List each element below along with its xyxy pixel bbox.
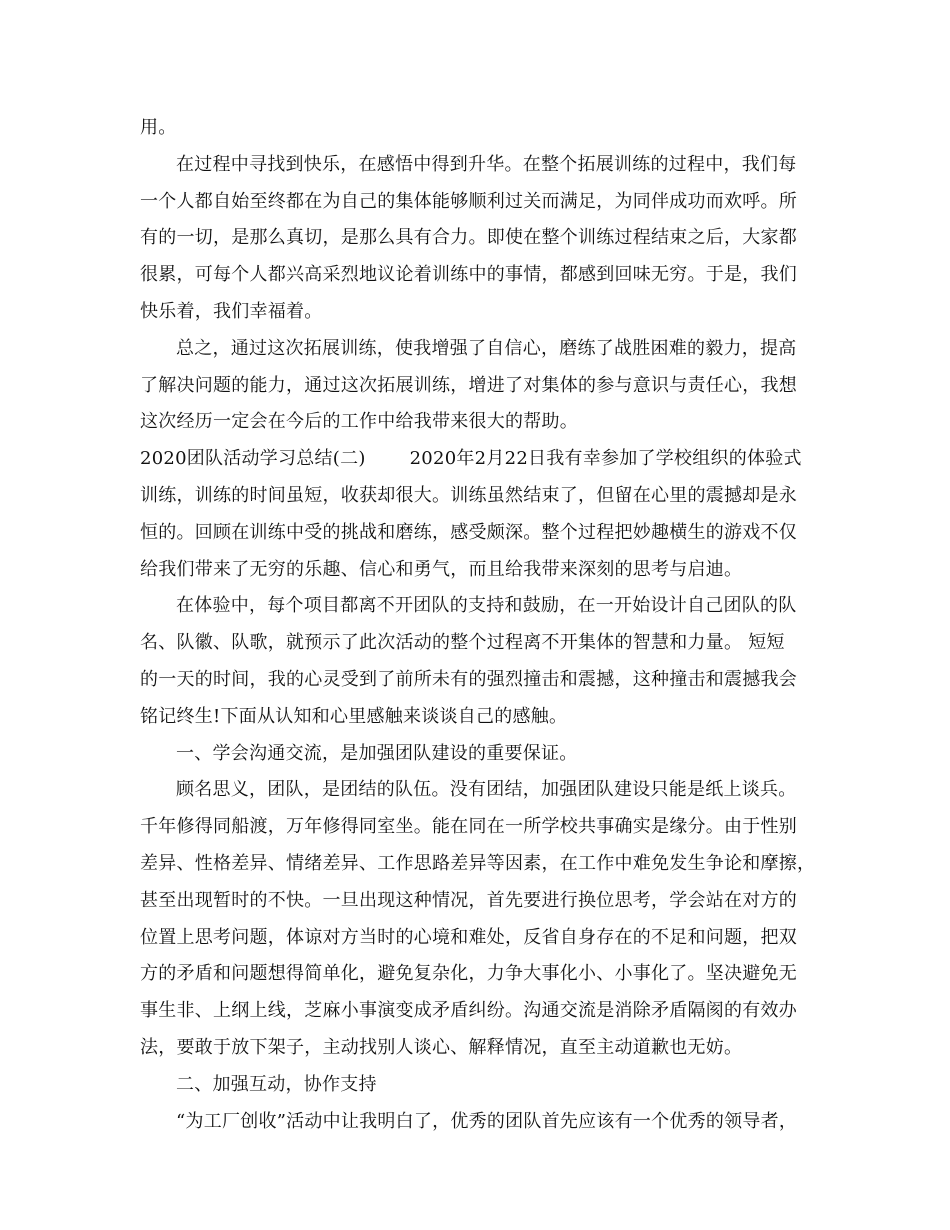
paragraph-line: 方的矛盾和问题想得简单化，避免复杂化，力争大事化小、小事化了。坚决避免无 — [140, 963, 797, 985]
paragraph-line: 给我们带来了无穷的乐趣、信心和勇气，而且给我带来深刻的思考与启迪。 — [140, 558, 743, 580]
section-heading-line — [140, 441, 820, 478]
paragraph-line: 的一天的时间，我的心灵受到了前所未有的强烈撞击和震撼，这种撞击和震撼我会 — [140, 668, 797, 690]
paragraph-line: 用。 — [140, 117, 177, 138]
section-heading-continuation: 2020年2月22日我有幸参加了学校组织的体验式 — [409, 448, 802, 470]
paragraph-line: 差异、性格差异、情绪差异、工作思路差异等因素，在工作中难免发生争论和摩擦， — [140, 852, 816, 874]
paragraph-line: “为工厂创收”活动中让我明白了，优秀的团队首先应该有一个优秀的领导者， — [176, 1110, 798, 1132]
paragraph-line: 有的一切，是那么真切，是那么具有合力。即使在整个训练过程结束之后，大家都 — [140, 227, 797, 249]
paragraph-line: 事生非、上纲上线，芝麻小事演变成矛盾纠纷。沟通交流是消除矛盾隔阂的有效办 — [140, 1000, 797, 1022]
paragraph-line: 名、队徽、队歌，就预示了此次活动的整个过程离不开集体的智慧和力量。 短短 — [140, 632, 785, 654]
paragraph-line: 很累，可每个人都兴高采烈地议论着训练中的事情，都感到回味无穷。于是，我们 — [140, 264, 797, 286]
paragraph-line: 一个人都自始至终都在为自己的集体能够顺利过关而满足，为同伴成功而欢呼。所 — [140, 190, 797, 212]
paragraph-line: 铭记终生!下面从认知和心里感触来谈谈自己的感触。 — [140, 705, 568, 727]
paragraph-line: 在过程中寻找到快乐，在感悟中得到升华。在整个拓展训练的过程中，我们每 — [176, 153, 797, 175]
paragraph-line: 位置上思考问题，体谅对方当时的心境和难处，反省自身存在的不足和问题，把双 — [140, 926, 797, 948]
document-body — [140, 110, 820, 1140]
paragraph-line: 快乐着，我们幸福着。 — [140, 300, 323, 322]
paragraph-line: 了解决问题的能力，通过这次拓展训练，增进了对集体的参与意识与责任心，我想 — [140, 374, 797, 396]
paragraph-line: 甚至出现暂时的不快。一旦出现这种情况，首先要进行换位思考，学会站在对方的 — [140, 889, 797, 911]
paragraph-line: 在体验中，每个项目都离不开团队的支持和鼓励，在一开始设计自己团队的队 — [176, 595, 797, 617]
subheading-line: 二、加强互动，协作支持 — [176, 1073, 377, 1095]
subheading-line: 一、学会沟通交流，是加强团队建设的重要保证。 — [176, 742, 578, 764]
paragraph-line: 千年修得同船渡，万年修得同室坐。能在同在一所学校共事确实是缘分。由于性别 — [140, 816, 797, 838]
paragraph-line: 法，要敢于放下架子，主动找别人谈心、解释情况，直至主动道歉也无妨。 — [140, 1036, 743, 1058]
paragraph-line: 训练，训练的时间虽短，收获却很大。训练虽然结束了，但留在心里的震撼却是永 — [140, 484, 797, 506]
section-title: 2020团队活动学习总结(二) — [140, 448, 366, 470]
paragraph-line: 总之，通过这次拓展训练，使我增强了自信心，磨练了战胜困难的毅力，提高 — [176, 337, 797, 359]
paragraph-line: 顾名思义，团队，是团结的队伍。没有团结，加强团队建设只能是纸上谈兵。 — [176, 779, 797, 801]
paragraph-line: 这次经历一定会在今后的工作中给我带来很大的帮助。 — [140, 411, 578, 433]
paragraph-line: 恒的。回顾在训练中受的挑战和磨练，感受颇深。整个过程把妙趣横生的游戏不仅 — [140, 521, 797, 543]
